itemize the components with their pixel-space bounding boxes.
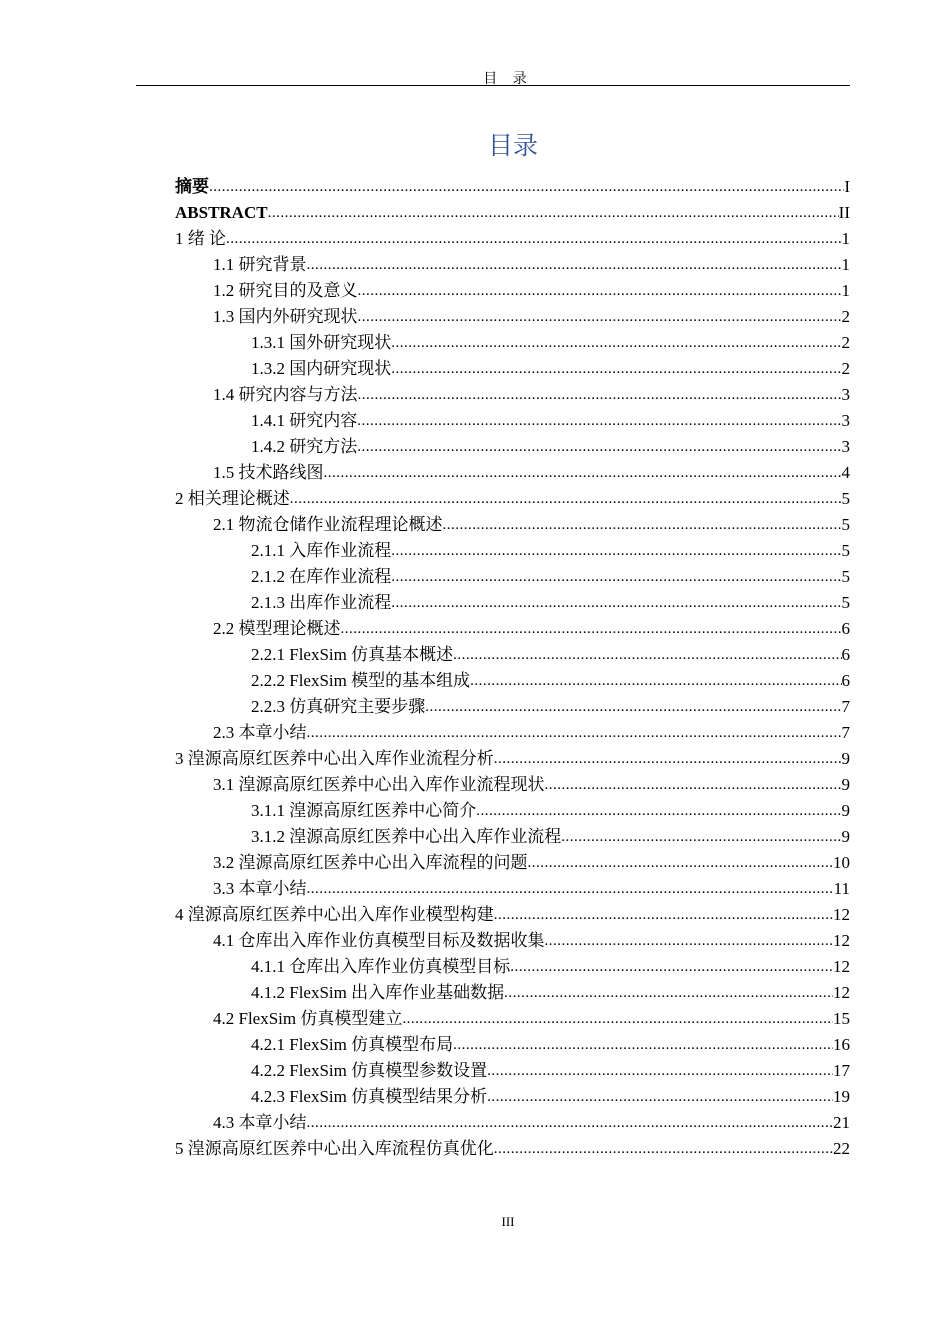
- toc-entry[interactable]: [175, 899, 850, 925]
- toc-entry-page: 22: [833, 1139, 850, 1158]
- toc-entry-page: 3: [841, 437, 850, 456]
- toc-entry[interactable]: [175, 431, 850, 457]
- toc-dot-leader: [443, 515, 842, 535]
- toc-entry-label: 1.3.2 国内研究现状: [251, 359, 392, 378]
- toc-entry[interactable]: [175, 275, 850, 301]
- toc-entry[interactable]: [175, 1133, 850, 1159]
- toc-entry[interactable]: [175, 821, 850, 847]
- toc-dot-leader: [357, 437, 841, 457]
- toc-entry[interactable]: [175, 925, 850, 951]
- toc-entry-page: 9: [841, 827, 850, 846]
- toc-dot-leader: [504, 983, 833, 1003]
- toc-dot-leader: [357, 411, 841, 431]
- toc-entry-label: 3.2 湟源高原红医养中心出入库流程的问题: [213, 853, 528, 872]
- toc-entry[interactable]: [175, 587, 850, 613]
- toc-entry-page: 6: [841, 645, 850, 664]
- toc-entry-page: 5: [841, 541, 850, 560]
- toc-entry-label: 4.2.3 FlexSim 仿真模型结果分析: [251, 1087, 488, 1106]
- toc-entry[interactable]: [175, 197, 850, 223]
- toc-entry-label: 2.1 物流仓储作业流程理论概述: [213, 515, 443, 534]
- toc-entry-page: 11: [833, 879, 850, 898]
- toc-dot-leader: [391, 333, 841, 353]
- toc-entry-label: 4.2.1 FlexSim 仿真模型布局: [251, 1035, 454, 1054]
- toc-entry-page: 5: [841, 515, 850, 534]
- toc-dot-leader: [341, 619, 842, 639]
- toc-dot-leader: [510, 957, 833, 977]
- toc-entry-page: 3: [841, 411, 850, 430]
- toc-entry-page: 4: [841, 463, 850, 482]
- toc-entry[interactable]: [175, 795, 850, 821]
- toc-entry-label: 2.2.2 FlexSim 模型的基本组成: [251, 671, 471, 690]
- toc-entry[interactable]: [175, 353, 850, 379]
- toc-entry-label: 2.2.1 FlexSim 仿真基本概述: [251, 645, 454, 664]
- toc-dot-leader: [476, 801, 841, 821]
- page-number: III: [501, 1214, 515, 1229]
- toc-entry-page: 2: [841, 307, 850, 326]
- toc-dot-leader: [358, 281, 842, 301]
- toc-dot-leader: [307, 879, 834, 899]
- toc-entry-page: 6: [841, 671, 850, 690]
- toc-entry-label: 4 湟源高原红医养中心出入库作业模型构建: [175, 905, 494, 924]
- toc-dot-leader: [494, 749, 842, 769]
- toc-title: 目录: [487, 131, 538, 160]
- toc-entry-label: 3.1.1 湟源高原红医养中心简介: [251, 801, 477, 820]
- toc-entry-page: 21: [833, 1113, 850, 1132]
- toc-entry-page: 15: [833, 1009, 850, 1028]
- toc-entry-page: 9: [841, 749, 850, 768]
- toc-entry[interactable]: [175, 223, 850, 249]
- toc-entry[interactable]: [175, 301, 850, 327]
- toc-entry[interactable]: [175, 873, 850, 899]
- toc-entry-label: 2.2 模型理论概述: [213, 619, 341, 638]
- toc-dot-leader: [324, 463, 842, 483]
- toc-entry-label: 3.3 本章小结: [213, 879, 307, 898]
- toc-dot-leader: [268, 203, 839, 223]
- toc-entry-page: 12: [833, 983, 850, 1002]
- toc-dot-leader: [358, 385, 842, 405]
- toc-dot-leader: [358, 307, 842, 327]
- toc-entry[interactable]: [175, 171, 850, 197]
- toc-entry[interactable]: [175, 509, 850, 535]
- toc-entry-page: II: [838, 203, 850, 222]
- toc-entry-page: 12: [833, 931, 850, 950]
- toc-entry-page: I: [844, 177, 850, 196]
- toc-dot-leader: [528, 853, 834, 873]
- toc-dot-leader: [494, 905, 833, 925]
- toc-entry-label: 2 相关理论概述: [175, 489, 290, 508]
- toc-list: [175, 171, 850, 1159]
- toc-entry-label: 摘要: [175, 177, 209, 196]
- toc-entry-page: 12: [833, 957, 850, 976]
- toc-entry-label: 1.3.1 国外研究现状: [251, 333, 392, 352]
- toc-dot-leader: [545, 775, 842, 795]
- toc-entry-label: ABSTRACT: [175, 203, 268, 222]
- toc-entry[interactable]: [175, 639, 850, 665]
- toc-entry-label: 2.1.2 在库作业流程: [251, 567, 392, 586]
- toc-entry-label: 4.1 仓库出入库作业仿真模型目标及数据收集: [213, 931, 545, 950]
- toc-entry-label: 3.1 湟源高原红医养中心出入库作业流程现状: [213, 775, 545, 794]
- toc-dot-leader: [307, 723, 842, 743]
- toc-entry-label: 1.3 国内外研究现状: [213, 307, 358, 326]
- toc-entry[interactable]: [175, 951, 850, 977]
- toc-dot-leader: [391, 541, 841, 561]
- toc-entry[interactable]: [175, 483, 850, 509]
- toc-entry-label: 4.2.2 FlexSim 仿真模型参数设置: [251, 1061, 488, 1080]
- toc-entry-label: 1.2 研究目的及意义: [213, 281, 358, 300]
- toc-entry-page: 9: [841, 801, 850, 820]
- toc-dot-leader: [453, 1035, 833, 1055]
- header-rule: [136, 85, 850, 86]
- toc-entry-page: 9: [841, 775, 850, 794]
- toc-entry[interactable]: [175, 665, 850, 691]
- toc-entry-page: 2: [841, 333, 850, 352]
- running-header: 目 录: [483, 72, 533, 87]
- toc-entry[interactable]: [175, 613, 850, 639]
- toc-entry-label: 1.1 研究背景: [213, 255, 307, 274]
- toc-entry-label: 2.1.1 入库作业流程: [251, 541, 392, 560]
- toc-entry-label: 4.2 FlexSim 仿真模型建立: [213, 1009, 403, 1028]
- toc-dot-leader: [494, 1139, 833, 1159]
- toc-dot-leader: [487, 1087, 833, 1107]
- toc-entry[interactable]: [175, 769, 850, 795]
- toc-entry-page: 12: [833, 905, 850, 924]
- toc-entry-label: 3 湟源高原红医养中心出入库作业流程分析: [175, 749, 494, 768]
- toc-dot-leader: [453, 645, 841, 665]
- toc-entry-page: 1: [841, 229, 850, 248]
- toc-dot-leader: [545, 931, 834, 951]
- toc-entry-page: 5: [841, 593, 850, 612]
- toc-entry-label: 2.2.3 仿真研究主要步骤: [251, 697, 426, 716]
- toc-entry[interactable]: [175, 977, 850, 1003]
- toc-entry[interactable]: [175, 847, 850, 873]
- toc-entry-label: 1.5 技术路线图: [213, 463, 324, 482]
- toc-entry-page: 10: [833, 853, 850, 872]
- toc-dot-leader: [307, 255, 842, 275]
- toc-entry[interactable]: [175, 379, 850, 405]
- toc-entry[interactable]: [175, 561, 850, 587]
- toc-dot-leader: [307, 1113, 834, 1133]
- toc-entry-label: 3.1.2 湟源高原红医养中心出入库作业流程: [251, 827, 562, 846]
- toc-entry-page: 2: [841, 359, 850, 378]
- toc-dot-leader: [561, 827, 841, 847]
- toc-dot-leader: [209, 177, 844, 197]
- toc-entry-page: 7: [841, 697, 850, 716]
- toc-dot-leader: [425, 697, 841, 717]
- toc-entry-label: 1.4.2 研究方法: [251, 437, 358, 456]
- toc-dot-leader: [487, 1061, 833, 1081]
- toc-entry[interactable]: [175, 1107, 850, 1133]
- toc-dot-leader: [402, 1009, 833, 1029]
- toc-dot-leader: [226, 229, 842, 249]
- toc-entry-page: 6: [841, 619, 850, 638]
- toc-dot-leader: [391, 359, 841, 379]
- toc-entry-page: 1: [841, 255, 850, 274]
- toc-entry[interactable]: [175, 327, 850, 353]
- toc-entry[interactable]: [175, 535, 850, 561]
- toc-entry-page: 16: [833, 1035, 850, 1054]
- toc-entry-label: 1 绪 论: [175, 229, 226, 248]
- toc-entry[interactable]: [175, 405, 850, 431]
- toc-entry-page: 7: [841, 723, 850, 742]
- toc-entry[interactable]: [175, 1055, 850, 1081]
- toc-entry[interactable]: [175, 1029, 850, 1055]
- toc-entry[interactable]: [175, 457, 850, 483]
- toc-dot-leader: [391, 567, 841, 587]
- toc-entry-label: 2.3 本章小结: [213, 723, 307, 742]
- toc-entry-page: 19: [833, 1087, 850, 1106]
- toc-entry-page: 5: [841, 489, 850, 508]
- toc-entry-label: 1.4.1 研究内容: [251, 411, 358, 430]
- toc-entry[interactable]: [175, 743, 850, 769]
- toc-entry[interactable]: [175, 691, 850, 717]
- toc-entry-label: 4.1.1 仓库出入库作业仿真模型目标: [251, 957, 511, 976]
- toc-dot-leader: [470, 671, 841, 691]
- toc-entry[interactable]: [175, 1081, 850, 1107]
- toc-entry[interactable]: [175, 1003, 850, 1029]
- toc-dot-leader: [391, 593, 841, 613]
- toc-entry-label: 5 湟源高原红医养中心出入库流程仿真优化: [175, 1139, 494, 1158]
- toc-entry[interactable]: [175, 249, 850, 275]
- toc-entry-page: 5: [841, 567, 850, 586]
- toc-entry-label: 4.1.2 FlexSim 出入库作业基础数据: [251, 983, 505, 1002]
- toc-entry-label: 1.4 研究内容与方法: [213, 385, 358, 404]
- toc-entry[interactable]: [175, 717, 850, 743]
- toc-entry-page: 1: [841, 281, 850, 300]
- toc-entry-page: 3: [841, 385, 850, 404]
- toc-dot-leader: [290, 489, 842, 509]
- toc-entry-label: 2.1.3 出库作业流程: [251, 593, 392, 612]
- toc-entry-label: 4.3 本章小结: [213, 1113, 307, 1132]
- toc-entry-page: 17: [833, 1061, 850, 1080]
